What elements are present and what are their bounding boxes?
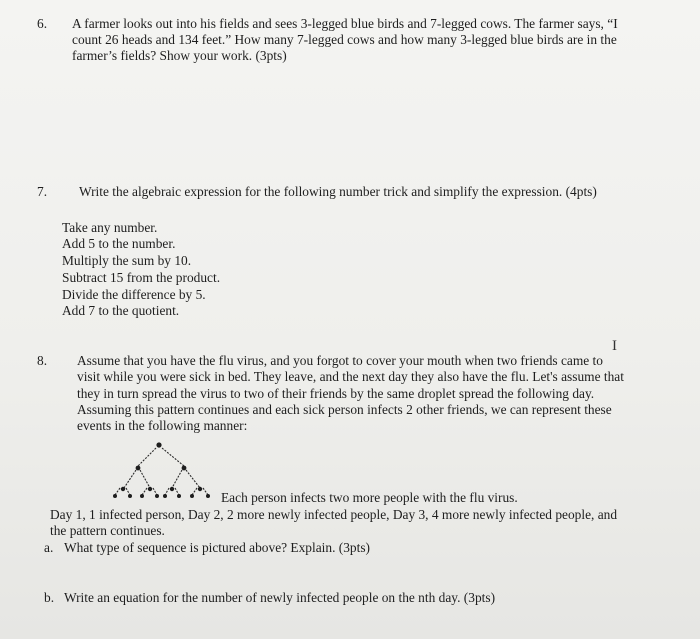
part-b-label: b. xyxy=(44,590,55,605)
tree-edge xyxy=(140,470,150,488)
person-node-icon xyxy=(170,487,174,491)
person-node-icon xyxy=(128,494,132,498)
q8-text-line-4: Assuming this pattern continues and each sick person infects 2 other friends, we can represent these xyxy=(77,402,612,417)
person-node-icon xyxy=(198,487,202,491)
tree-edge xyxy=(175,488,179,495)
q6-text-line-3: farmer’s fields? Show your work. (3pts) xyxy=(72,48,287,63)
person-node-icon xyxy=(182,466,187,471)
tree-edge xyxy=(172,470,182,488)
person-node-icon xyxy=(113,494,117,498)
q6-text-line-2: count 26 heads and 134 feet.” How many 7-legged cows and how many 3-legged blue birds are in the xyxy=(72,32,617,47)
part-a-label: a. xyxy=(44,540,54,555)
person-node-icon xyxy=(148,487,152,491)
infection-tree-diagram xyxy=(112,440,218,500)
tree-edge xyxy=(165,488,169,495)
q7-step-5: Divide the difference by 5. xyxy=(62,287,206,302)
tree-edge xyxy=(186,470,200,488)
q6-number: 6. xyxy=(37,16,48,31)
person-node-icon xyxy=(190,494,194,498)
tree-edge xyxy=(203,488,208,495)
q8-text-line-1: Assume that you have the flu virus, and you forgot to cover your mouth when two friends came to xyxy=(77,353,603,368)
tree-edge xyxy=(124,470,136,488)
q7-step-1: Take any number. xyxy=(62,220,158,235)
q7-step-2: Add 5 to the number. xyxy=(62,236,176,251)
tree-edge xyxy=(153,488,157,495)
q7-step-4: Subtract 15 from the product. xyxy=(62,270,221,285)
q8-text-line-3: they in turn spread the virus to two of their friends by the same droplet spread the following day. xyxy=(77,386,595,401)
q7-step-3: Multiply the sum by 10. xyxy=(62,253,192,268)
diagram-caption: Each person infects two more people with the flu virus. xyxy=(221,490,518,505)
text-cursor-icon: I xyxy=(612,338,617,354)
person-node-icon xyxy=(155,494,159,498)
q7-step-6: Add 7 to the quotient. xyxy=(62,303,180,318)
q7-prompt: Write the algebraic expression for the following number trick and simplify the expression. (4pts) xyxy=(79,184,597,199)
person-node-icon xyxy=(156,442,161,447)
tree-edge xyxy=(126,488,130,495)
tree-edge xyxy=(138,448,156,466)
tree-edge xyxy=(142,488,147,495)
pattern-line-2: the pattern continues. xyxy=(50,523,165,538)
tree-edge xyxy=(192,488,197,495)
person-node-icon xyxy=(177,494,181,498)
tree-edge xyxy=(115,488,120,495)
person-node-icon xyxy=(136,466,141,471)
q6-text-line-1: A farmer looks out into his fields and sees 3-legged blue birds and 7-legged cows. The farmer says, “I xyxy=(72,16,618,31)
person-node-icon xyxy=(140,494,144,498)
q7-number: 7. xyxy=(37,184,48,199)
part-b-text: Write an equation for the number of newly infected people on the nth day. (3pts) xyxy=(64,590,496,605)
q8-text-line-5: events in the following manner: xyxy=(77,418,248,433)
q8-number: 8. xyxy=(37,353,48,368)
person-node-icon xyxy=(121,487,125,491)
tree-edge xyxy=(162,448,184,466)
person-node-icon xyxy=(206,494,210,498)
pattern-line-1: Day 1, 1 infected person, Day 2, 2 more newly infected people, Day 3, 4 more newly infected people, and xyxy=(50,507,618,522)
part-a-text: What type of sequence is pictured above? Explain. (3pts) xyxy=(64,540,371,555)
q8-text-line-2: visit while you were sick in bed. They leave, and the next day they also have the flu. Let's assume that xyxy=(77,369,624,384)
person-node-icon xyxy=(163,494,167,498)
